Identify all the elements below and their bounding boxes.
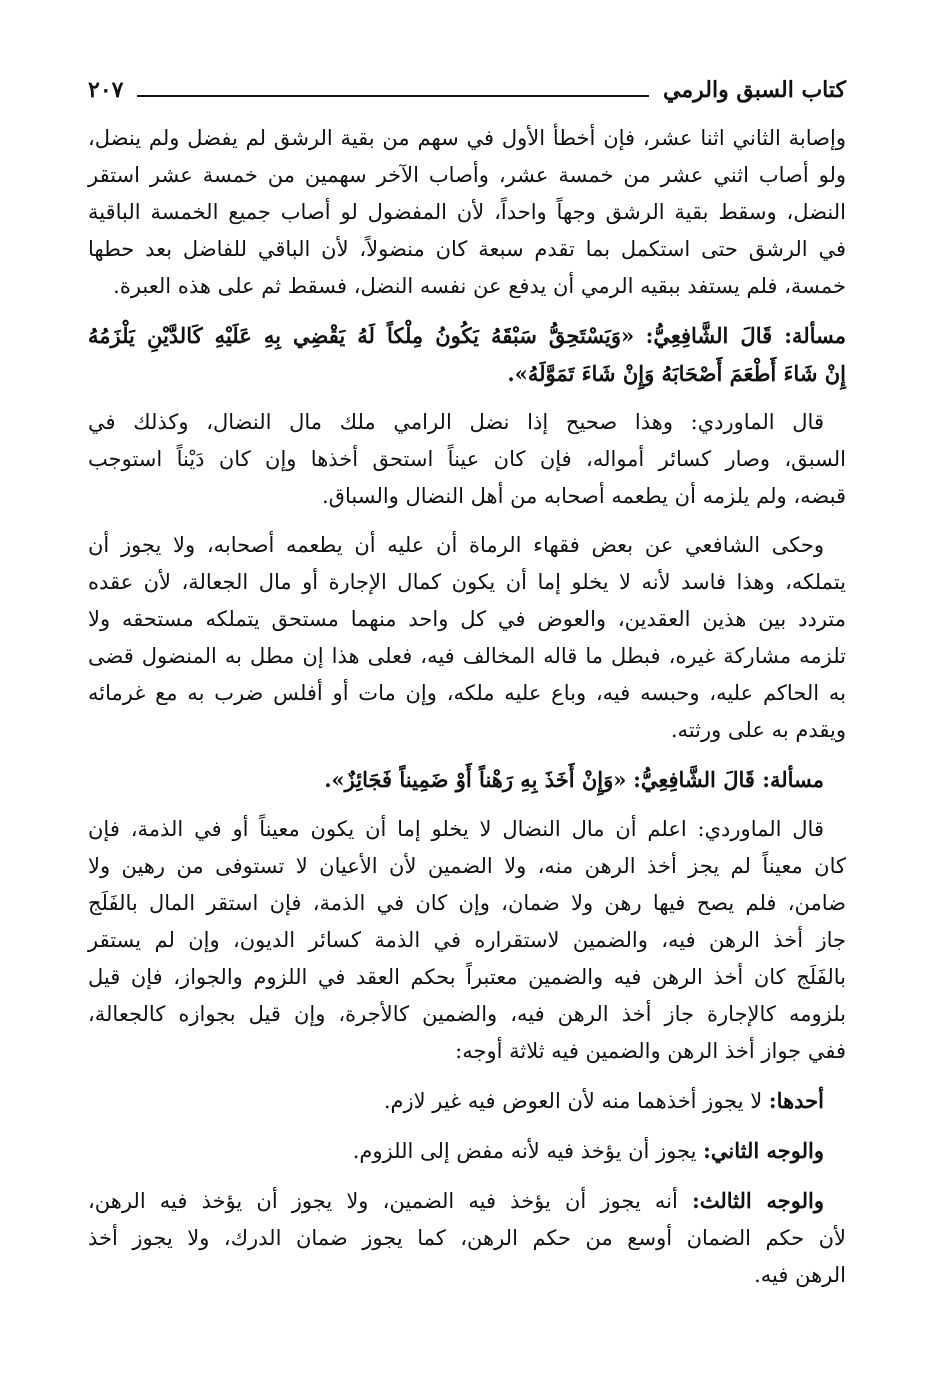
point-text: لا يجوز أخذهما منه لأن العوض فيه غير لازم. <box>383 1089 763 1113</box>
text-line: لأن حكم الضمان أوسع من حكم الرهن، كما يجوز ضمان الدرك، ولا يجوز أخذ <box>88 1226 846 1250</box>
paragraph <box>88 1132 846 1170</box>
text-line: وحكى الشافعي عن بعض فقهاء الرماة أن عليه أن يطعمه أصحابه، ولا يجوز أن <box>88 533 824 557</box>
text-line: به الحاكم عليه، وحبسه فيه، وباع عليه ملكه، وإن مات أو أفلس ضرب به مع غرمائه <box>88 681 846 705</box>
quote-text: «وَإِنْ أَخَذَ بِهِ رَهْناً أَوْ ضَمِيناً فَجَائِزٌ». <box>324 767 627 792</box>
page-number: ٢٠٧ <box>88 77 124 103</box>
point-text: أنه يجوز أن يؤخذ فيه الضمين، ولا يجوز أن يؤخذ فيه الرهن، <box>88 1189 678 1213</box>
text-line: يتملكه، وهذا فاسد لأنه لا يخلو إما أن يكون كمال الإجارة أو مال الجعالة، لأن عقده <box>88 570 846 594</box>
text-line: السبق، وصار كسائر أمواله، فإن كان عيناً استحق أخذها وإن كان دَيْناً استوجب <box>88 447 846 471</box>
quote-text: «وَيَسْتَحِقُّ سَبْقَهُ يَكُونُ مِلْكاً لَهُ يَقْضِي بِهِ عَلَيْهِ كَالدَّيْنِ يَلْزَمُهُ <box>88 323 635 348</box>
point-label: أحدها: <box>768 1088 824 1113</box>
text-line: قال الماوردي: اعلم أن مال النضال لا يخلو إما أن يكون معيناً أو في الذمة، فإن <box>88 817 824 841</box>
text-line: بلزومه كالإجارة جاز أخذ الرهن فيه، والضمين كالأجرة، وإن قيل بجوازه كالجعالة، <box>88 1002 846 1026</box>
text-line: متردد بين هذين العقدين، والعوض في كل واحد منهما مستحق يتملكه مستحقه ولا <box>88 607 846 631</box>
text-line: النضل، وسقط بقية الرشق وجهاً واحداً، لأن المفضول لو أصاب جميع الخمسة الباقية <box>88 200 846 224</box>
page-body <box>88 120 846 1306</box>
header-rule <box>137 95 649 97</box>
paragraph <box>88 120 846 305</box>
point-label: والوجه الثالث: <box>692 1188 824 1213</box>
book-title: كتاب السبق والرمي <box>663 77 846 103</box>
text-line <box>88 317 846 355</box>
text-line: الرهن فيه. <box>754 1263 846 1287</box>
text-line: ففي جواز أخذ الرهن والضمين فيه ثلاثة أوجه: <box>455 1039 846 1063</box>
text-line: جاز أخذ الرهن فيه، والضمين لاستقراره في الذمة كسائر الديون، وإن لم يستقر <box>88 928 846 952</box>
masala-paragraph <box>88 761 846 799</box>
point-label: والوجه الثاني: <box>703 1138 824 1163</box>
masala-paragraph <box>88 317 846 392</box>
quote-text: إِنْ شَاءَ أَطْعَمَ أَصْحَابَهُ وَإِنْ شَاءَ تَمَوَّلَهُ». <box>507 361 846 386</box>
text-line: ضامن، فلم يصح فيها رهن ولا ضمان، وإن كان في الذمة، فإن استقر المال بالفَلَج <box>88 891 846 915</box>
text-line: بالفَلَج كان أخذ الرهن فيه والضمين معتبراً بحكم العقد في اللزوم والجواز، فإن قيل <box>88 965 846 989</box>
text-line: خمسة، فلم يستفد ببقيه الرمي أن يدفع عن نفسه النضل، فسقط ثم على هذه العبرة. <box>113 274 846 298</box>
paragraph <box>88 811 846 1070</box>
paragraph <box>88 404 846 515</box>
text-line <box>88 1182 846 1220</box>
masala-label: مسألة: قَالَ الشَّافِعِيُّ: <box>633 767 824 792</box>
text-line: وإصابة الثاني اثنا عشر، فإن أخطأ الأول في سهم من بقية الرشق لم يفضل ولم ينضل، <box>88 126 846 150</box>
text-line: قال الماوردي: وهذا صحيح إذا نضل الرامي ملك مال النضال، وكذلك في <box>88 410 824 434</box>
text-line <box>88 761 846 799</box>
text-line: في الرشق حتى استكمل بما تقدم سبعة كان منضولاً، لأن الباقي للفاضل بعد حطها <box>88 237 846 261</box>
point-text: يجوز أن يؤخذ فيه لأنه مفض إلى اللزوم. <box>352 1139 697 1163</box>
text-line <box>88 1082 846 1120</box>
paragraph <box>88 1182 846 1294</box>
text-line <box>88 1132 846 1170</box>
text-line: قبضه، ولم يلزمه أن يطعمه أصحابه من أهل النضال والسباق. <box>322 484 846 508</box>
text-line: كان معيناً لم يجز أخذ الرهن منه، ولا الضمين لأن الأعيان لا تستوفى من رهين ولا <box>88 854 846 878</box>
paragraph <box>88 527 846 749</box>
paragraph <box>88 1082 846 1120</box>
text-line: تلزمه مشاركة غيره، فبطل ما قاله المخالف فيه، فعلى هذا إن مطل به المنضول قضى <box>88 644 846 668</box>
text-line: ويقدم به على ورثته. <box>670 718 846 742</box>
masala-label: مسألة: قَالَ الشَّافِعِيُّ: <box>645 323 846 348</box>
text-line: ولو أصاب اثني عشر من خمسة عشر، وأصاب الآخر سهمين من خمسة عشر استقر <box>88 163 846 187</box>
page-header <box>88 70 846 110</box>
